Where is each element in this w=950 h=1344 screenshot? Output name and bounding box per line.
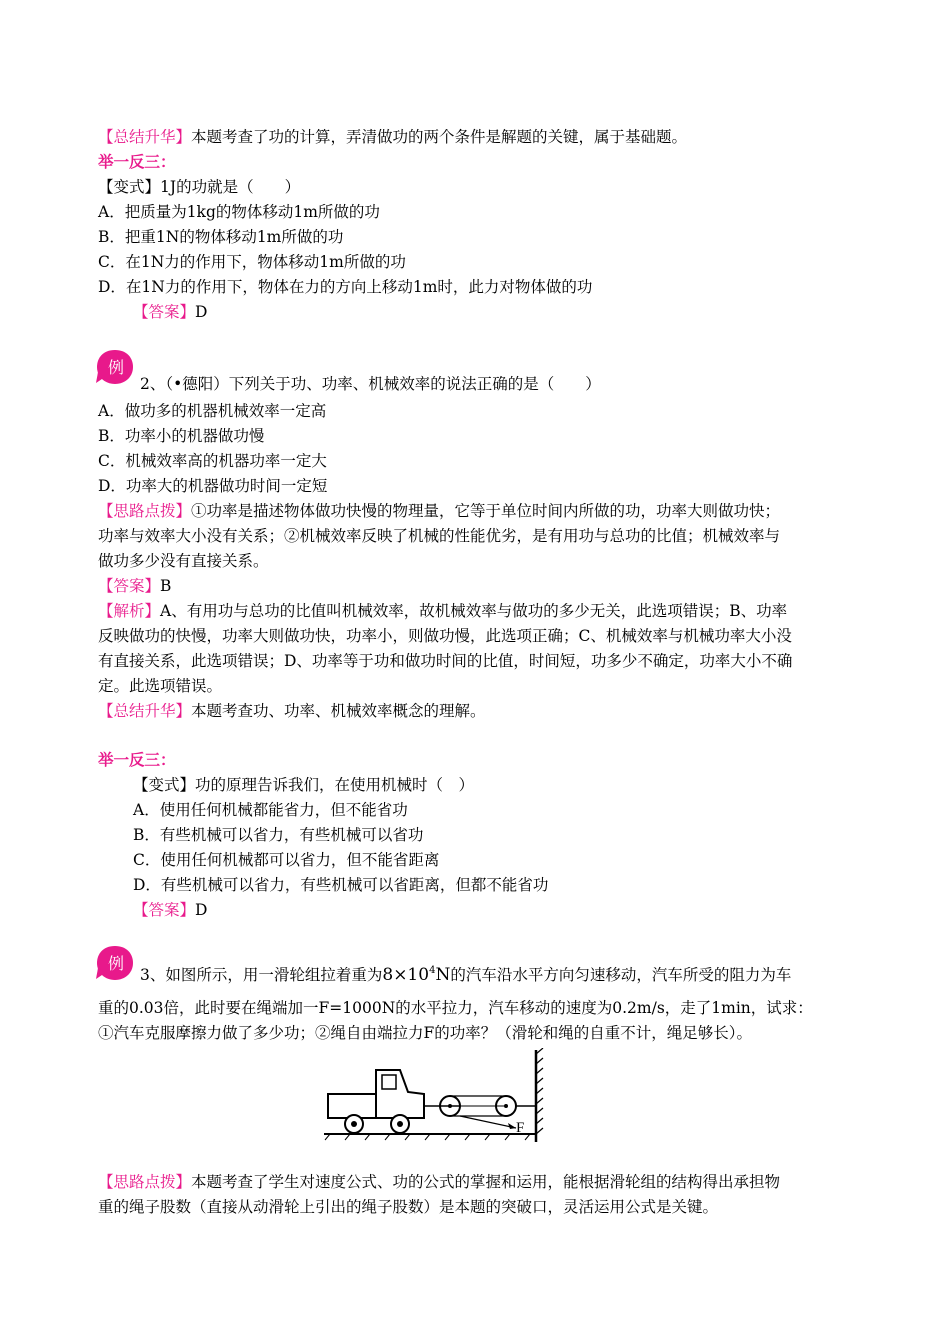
answer-value: B: [160, 577, 172, 595]
example-2-hint-line-1: [98, 500, 780, 522]
pulley-truck-figure: [320, 1048, 550, 1148]
weight-formula: [382, 965, 450, 985]
practice-heading-2: 举一反三：: [98, 750, 176, 769]
stem-post: 的汽车沿水平方向匀速移动，汽车所受的阻力为车: [450, 966, 792, 984]
summary-line-1: [98, 126, 687, 148]
example-2-option-b: B．功率小的机器做功慢: [98, 427, 265, 445]
badge-text: 例: [107, 358, 125, 377]
example-3-stem-line-2: 重的0.03倍，此时要在绳端加一F=1000N的水平拉力，汽车移动的速度为0.2m/s，走了1min，试求：: [98, 999, 813, 1017]
example-2-hint-line-2: 功率与效率大小没有关系；②机械效率反映了机械的性能优劣，是有用功与总功的比值；机械效率与: [98, 527, 781, 545]
hint-tag: 【思路点拨】: [98, 1173, 192, 1191]
answer-value: D: [195, 901, 208, 919]
summary-tag-2: 【总结升华】: [98, 702, 192, 720]
example-badge-icon: [96, 349, 134, 385]
example-2-summary: [98, 700, 486, 722]
analysis-text-1: A、有用功与总功的比值叫机械效率，故机械效率与做功的多少无关，此选项错误；B、功率: [160, 602, 788, 620]
formula-unit: N: [435, 965, 451, 985]
example-2-analysis-line-2: 反映做功的快慢，功率大则做功快，功率小，则做功慢，此选项正确；C、机械效率与机械功率大小没: [98, 627, 792, 645]
example-2-answer: [98, 575, 171, 597]
stem-pre: 3、如图所示，用一滑轮组拉着重为: [140, 966, 383, 984]
formula-exponent: 4: [429, 965, 436, 976]
variant-stem-1: 【变式】1J的功就是（ ）: [98, 178, 301, 196]
summary-tag-1: 【总结升华】: [98, 128, 192, 146]
variant-2-option-d: D．有些机械可以省力，有些机械可以省距离，但都不能省功: [133, 876, 549, 894]
variant-stem-2: 【变式】功的原理告诉我们，在使用机械时（ ）: [133, 776, 475, 794]
variant-1-option-a: A．把质量为1kg的物体移动1m所做的功: [98, 203, 380, 221]
example-3-hint-line-1: [98, 1171, 780, 1193]
example-3-stem-line-3: ①汽车克服摩擦力做了多少功；②绳自由端拉力F的功率？（滑轮和绳的自重不计，绳足够长）。: [98, 1024, 753, 1042]
example-2-option-d: D．功率大的机器做功时间一定短: [98, 477, 328, 495]
answer-tag: 【答案】: [98, 577, 161, 595]
variant-2-option-a: A．使用任何机械都能省力，但不能省功: [133, 801, 408, 819]
example-2-stem: 2、（•德阳）下列关于功、功率、机械效率的说法正确的是（ ）: [140, 375, 601, 393]
summary-text-1: 本题考查了功的计算，弄清做功的两个条件是解题的关键，属于基础题。: [191, 128, 688, 146]
example-2-analysis-line-1: [98, 600, 787, 622]
example-2-option-a: A．做功多的机器机械效率一定高: [98, 402, 327, 420]
example-2-analysis-line-3: 有直接关系，此选项错误；D、功率等于功和做功时间的比值，时间短，功多少不确定，功率大小不确: [98, 652, 793, 670]
hint-text-1: ①功率是描述物体做功快慢的物理量，它等于单位时间内所做的功，功率大则做功快；: [191, 502, 781, 520]
summary-text-2: 本题考查功、功率、机械效率概念的理解。: [191, 702, 486, 720]
formula-mantissa: 8×10: [382, 965, 430, 985]
variant-2-answer: [133, 899, 207, 921]
analysis-tag: 【解析】: [98, 602, 161, 620]
example-2-analysis-line-4: 定。此选项错误。: [98, 677, 223, 695]
variant-2-option-c: C．使用任何机械都可以省力，但不能省距离: [133, 851, 440, 869]
variant-1-option-b: B．把重1N的物体移动1m所做的功: [98, 228, 344, 246]
badge-text: 例: [107, 954, 125, 973]
practice-heading-1: 举一反三：: [98, 152, 176, 171]
variant-1-option-d: D．在1N力的作用下，物体在力的方向上移动1m时，此力对物体做的功: [98, 278, 593, 296]
answer-value: D: [195, 303, 208, 321]
variant-1-option-c: C．在1N力的作用下，物体移动1m所做的功: [98, 253, 406, 271]
force-label: F: [516, 1120, 525, 1136]
example-3-stem-line-1: [140, 960, 791, 986]
example-badge-icon: [96, 945, 134, 981]
hint-tag: 【思路点拨】: [98, 502, 192, 520]
example-2-option-c: C．机械效率高的机器功率一定大: [98, 452, 327, 470]
variant-1-answer: [133, 301, 207, 323]
answer-tag: 【答案】: [133, 303, 196, 321]
hint-text-1: 本题考查了学生对速度公式、功的公式的掌握和运用，能根据滑轮组的结构得出承担物: [191, 1173, 781, 1191]
variant-2-option-b: B．有些机械可以省力，有些机械可以省功: [133, 826, 424, 844]
example-2-hint-line-3: 做功多少没有直接关系。: [98, 552, 269, 570]
example-3-hint-line-2: 重的绳子股数（直接从动滑轮上引出的绳子股数）是本题的突破口，灵活运用公式是关键。: [98, 1198, 719, 1216]
answer-tag: 【答案】: [133, 901, 196, 919]
